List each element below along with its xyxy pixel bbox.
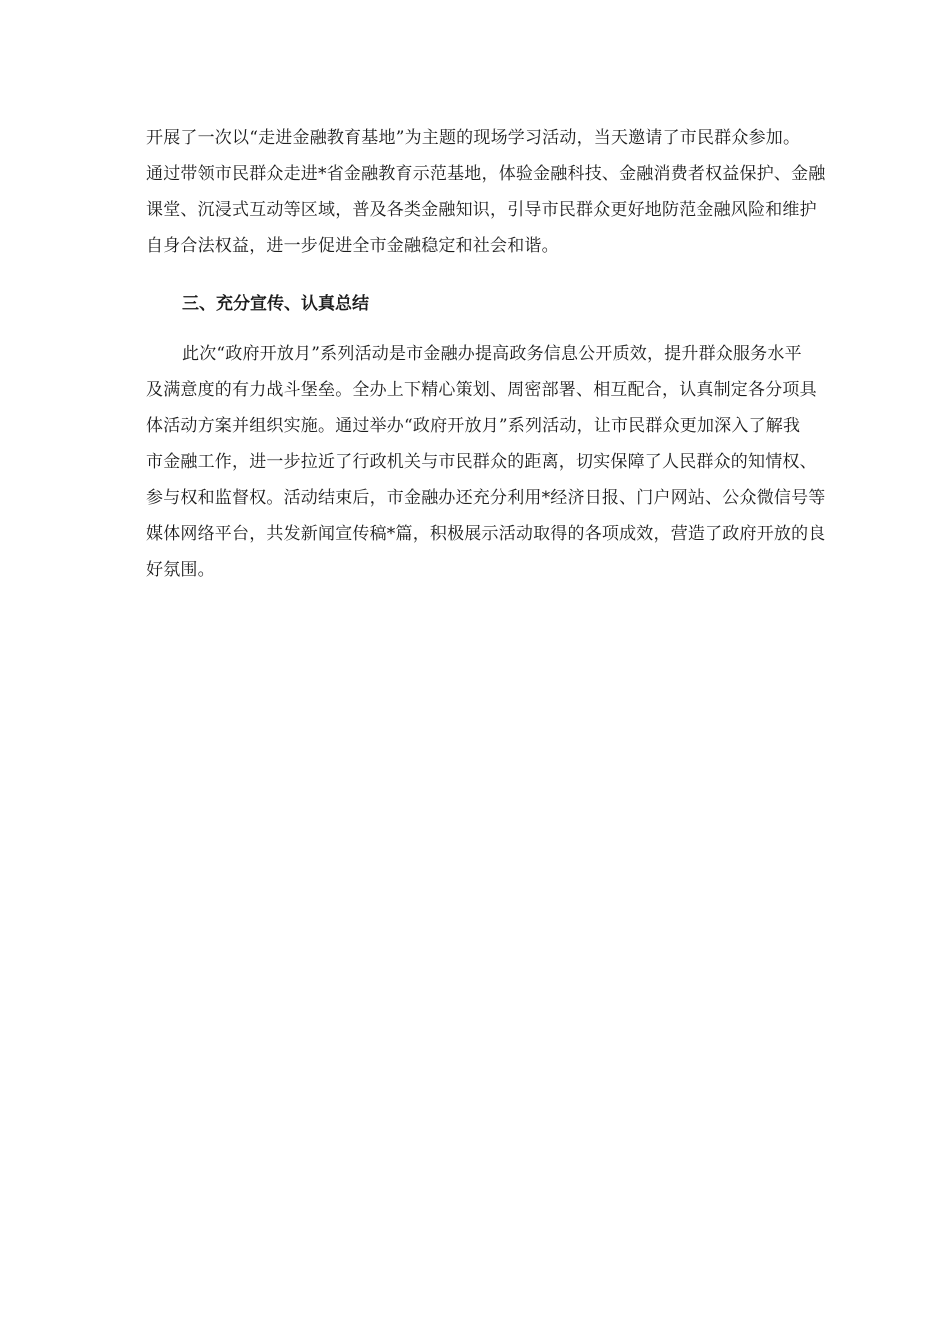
paragraph-line: 好氛围。 [146,560,215,580]
paragraph-line: 此次“政府开放月”系列活动是市金融办提高政务信息公开质效，提升群众服务水平 [182,344,802,364]
paragraph-line: 体活动方案并组织实施。通过举办“政府开放月”系列活动，让市民群众更加深入了解我 [146,416,801,436]
paragraph-summary [146,336,826,588]
paragraph-line: 市金融工作，进一步拉近了行政机关与市民群众的距离，切实保障了人民群众的知情权、 [146,452,817,472]
document-body [146,120,826,588]
paragraph-line: 课堂、沉浸式互动等区域，普及各类金融知识，引导市民群众更好地防范金融风险和维护 [146,200,817,220]
paragraph-line: 通过带领市民群众走进*省金融教育示范基地，体验金融科技、金融消费者权益保护、金融 [146,164,826,184]
paragraph-line: 参与权和监督权。活动结束后，市金融办还充分利用*经济日报、门户网站、公众微信号等 [146,488,826,508]
paragraph-line: 自身合法权益，进一步促进全市金融稳定和社会和谐。 [146,236,559,256]
section-heading: 三、充分宣传、认真总结 [182,294,369,314]
paragraph-line: 及满意度的有力战斗堡垒。全办上下精心策划、周密部署、相互配合，认真制定各分项具 [146,380,817,400]
paragraph-line: 媒体网络平台，共发新闻宣传稿*篇，积极展示活动取得的各项成效，营造了政府开放的良 [146,524,826,544]
paragraph-line: 开展了一次以“走进金融教育基地”为主题的现场学习活动，当天邀请了市民群众参加。 [146,128,801,148]
paragraph-continuation [146,120,826,264]
